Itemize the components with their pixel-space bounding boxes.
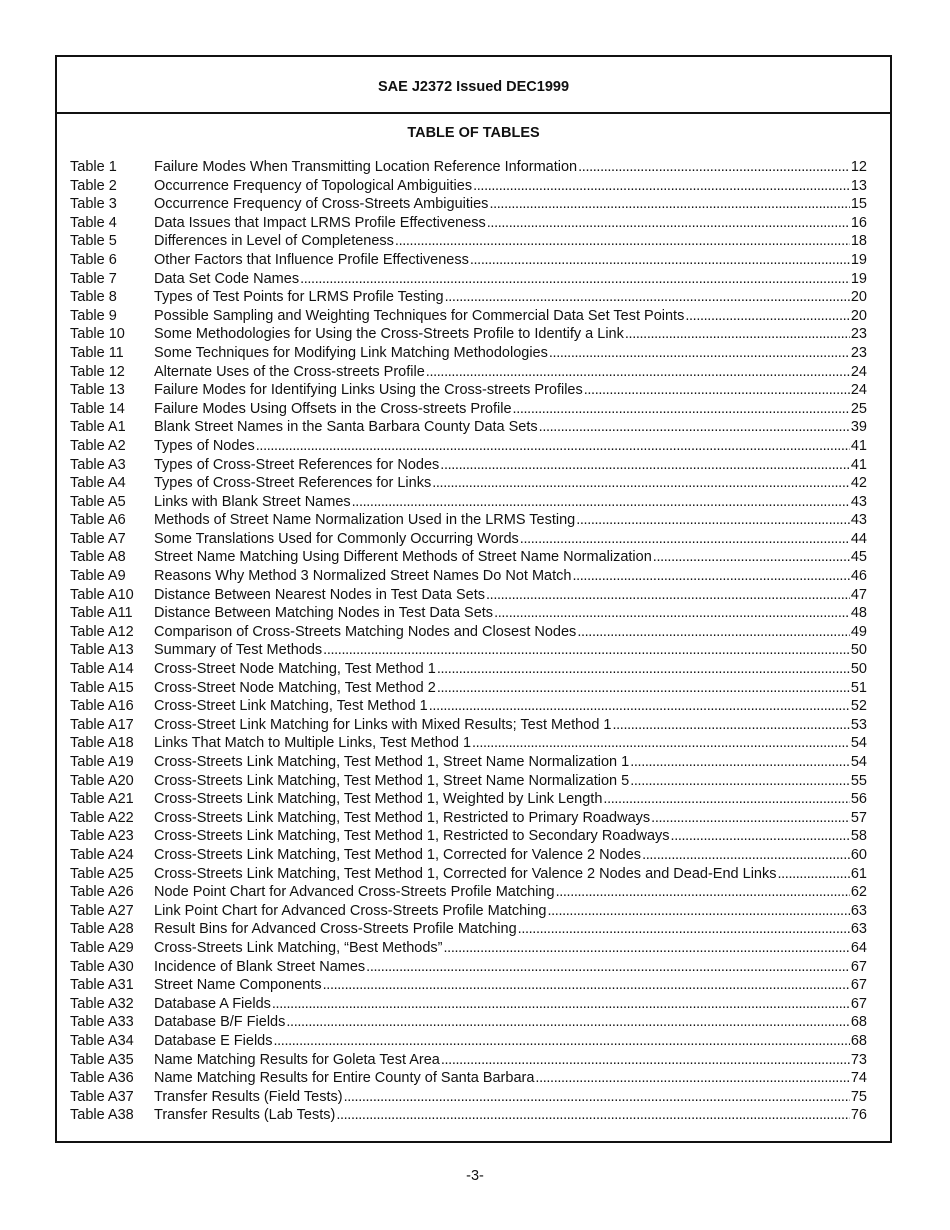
toc-entry	[70, 251, 867, 270]
toc-entry-number: Table 4	[70, 214, 117, 231]
toc-entry-page: 23	[850, 326, 867, 343]
toc-dot-leader	[642, 846, 850, 865]
toc-entry	[70, 232, 867, 251]
toc-entry-page: 13	[850, 177, 867, 194]
toc-entry	[70, 716, 867, 735]
toc-dot-leader	[520, 530, 850, 549]
toc-entry-page: 43	[850, 493, 867, 510]
toc-entry	[70, 734, 867, 753]
toc-entry-caption: Street Name Components	[154, 977, 322, 994]
toc-entry	[70, 939, 867, 958]
toc-entry-number: Table A27	[70, 902, 134, 919]
toc-dot-leader	[445, 288, 850, 307]
toc-dot-leader	[547, 902, 849, 921]
toc-entry-page: 12	[850, 159, 867, 175]
toc-entry	[70, 530, 867, 549]
toc-entry-caption: Node Point Chart for Advanced Cross-Streets Profile Matching	[154, 884, 555, 901]
toc-entry-caption: Cross-Street Link Matching for Links with Mixed Results; Test Method 1	[154, 716, 612, 733]
toc-entry	[70, 809, 867, 828]
toc-entry-number: Table A22	[70, 809, 134, 826]
toc-entry-page: 76	[850, 1107, 867, 1124]
toc-entry-number: Table A11	[70, 605, 133, 622]
toc-entry-page: 67	[850, 977, 867, 994]
toc-dot-leader	[437, 660, 850, 679]
toc-entry-number: Table A16	[70, 698, 134, 715]
toc-entry-caption: Types of Cross-Street References for Nodes	[154, 456, 440, 473]
toc-dot-leader	[273, 1032, 849, 1051]
toc-entry-page: 54	[850, 735, 867, 752]
toc-entry-page: 47	[850, 586, 867, 603]
toc-dot-leader	[366, 958, 850, 977]
toc-dot-leader	[671, 827, 850, 846]
toc-dot-leader	[486, 586, 850, 605]
toc-entry	[70, 902, 867, 921]
toc-dot-leader	[513, 400, 850, 419]
toc-entry	[70, 827, 867, 846]
toc-entry	[70, 1088, 867, 1107]
toc-entry-caption: Cross-Street Link Matching, Test Method 1	[154, 698, 428, 715]
toc-entry-number: Table A24	[70, 846, 134, 863]
toc-entry-page: 63	[850, 902, 867, 919]
toc-entry-number: Table A37	[70, 1088, 134, 1105]
toc-entry-page: 41	[850, 456, 867, 473]
toc-entry-caption: Types of Test Points for LRMS Profile Testing	[154, 289, 444, 306]
toc-entry-number: Table 3	[70, 196, 117, 213]
toc-entry-page: 60	[850, 846, 867, 863]
toc-entry-number: Table A5	[70, 493, 126, 510]
toc-entry	[70, 474, 867, 493]
toc-entry	[70, 214, 867, 233]
toc-entry-number: Table A30	[70, 958, 134, 975]
toc-entry	[70, 437, 867, 456]
toc-entry-page: 18	[850, 233, 867, 250]
toc-entry	[70, 790, 867, 809]
toc-entry-number: Table A3	[70, 456, 126, 473]
toc-entry-number: Table 12	[70, 363, 125, 380]
toc-entry	[70, 586, 867, 605]
toc-entry-caption: Occurrence Frequency of Topological Ambiguities	[154, 177, 473, 194]
toc-entry	[70, 697, 867, 716]
toc-entry-number: Table 13	[70, 382, 125, 399]
toc-entry-number: Table A23	[70, 828, 134, 845]
toc-entry	[70, 976, 867, 995]
toc-entry-number: Table A7	[70, 530, 126, 547]
toc-entry-page: 19	[850, 270, 867, 287]
toc-entry	[70, 846, 867, 865]
toc-entry-number: Table A9	[70, 568, 126, 585]
toc-entry-page: 49	[850, 623, 867, 640]
toc-entry-number: Table A26	[70, 884, 134, 901]
toc-entry-page: 51	[850, 679, 867, 696]
toc-entry-caption: Data Issues that Impact LRMS Profile Effectiveness	[154, 214, 486, 231]
toc-dot-leader	[426, 363, 850, 382]
toc-entry-caption: Distance Between Matching Nodes in Test Data Sets	[154, 605, 494, 622]
toc-entry-page: 54	[850, 754, 867, 770]
toc-entry-number: Table 5	[70, 233, 117, 250]
toc-entry-number: Table 6	[70, 251, 117, 268]
toc-entry-caption: Failure Modes When Transmitting Location Reference Information	[154, 159, 578, 175]
toc-entry-number: Table A29	[70, 939, 134, 956]
toc-entry-number: Table A12	[70, 623, 134, 640]
toc-entry-caption: Link Point Chart for Advanced Cross-Streets Profile Matching	[154, 902, 547, 919]
toc-entry	[70, 679, 867, 698]
toc-entry-caption: Summary of Test Methods	[154, 642, 323, 659]
toc-dot-leader	[549, 344, 850, 363]
toc-entry-caption: Transfer Results (Field Tests)	[154, 1088, 343, 1105]
toc-entry-caption: Street Name Matching Using Different Methods of Street Name Normalization	[154, 549, 652, 566]
toc-entry-page: 52	[850, 698, 867, 715]
toc-entry-caption: Possible Sampling and Weighting Techniques for Commercial Data Set Test Points	[154, 307, 685, 324]
toc-entry	[70, 865, 867, 884]
toc-entry-caption: Other Factors that Influence Profile Effectiveness	[154, 251, 469, 268]
toc-entry-number: Table 2	[70, 177, 117, 194]
toc-entry	[70, 1032, 867, 1051]
toc-dot-leader	[323, 976, 850, 995]
toc-dot-leader	[395, 232, 850, 251]
toc-entry	[70, 772, 867, 791]
toc-entry-page: 50	[850, 642, 867, 659]
toc-dot-leader	[584, 381, 850, 400]
toc-dot-leader	[535, 1069, 849, 1088]
toc-entry	[70, 660, 867, 679]
toc-entry-number: Table A4	[70, 475, 126, 492]
toc-entry-caption: Differences in Level of Completeness	[154, 233, 394, 250]
toc-entry-page: 20	[850, 307, 867, 324]
toc-dot-leader	[487, 214, 850, 233]
page-frame	[55, 55, 892, 1143]
toc-entry-number: Table A10	[70, 586, 134, 603]
toc-entry-caption: Cross-Streets Link Matching, Test Method 1, Restricted to Primary Roadways	[154, 809, 651, 826]
toc-dot-leader	[685, 307, 850, 326]
toc-entry-page: 75	[850, 1088, 867, 1105]
toc-entry	[70, 641, 867, 660]
toc-entry-page: 68	[850, 1032, 867, 1049]
toc-entry-caption: Distance Between Nearest Nodes in Test Data Sets	[154, 586, 485, 603]
toc-entry	[70, 307, 867, 326]
toc-dot-leader	[441, 1051, 850, 1070]
toc-entry-page: 73	[850, 1051, 867, 1068]
toc-entry-page: 58	[850, 828, 867, 845]
toc-dot-leader	[429, 697, 850, 716]
toc-entry-page: 57	[850, 809, 867, 826]
toc-entry-caption: Cross-Streets Link Matching, Test Method 1, Restricted to Secondary Roadways	[154, 828, 670, 845]
toc-entry	[70, 1051, 867, 1070]
toc-entry-caption: Types of Nodes	[154, 437, 255, 454]
toc-entry-page: 24	[850, 382, 867, 399]
toc-entry-number: Table A28	[70, 921, 134, 938]
toc-entry	[70, 270, 867, 289]
toc-entry-number: Table A34	[70, 1032, 134, 1049]
toc-entry-number: Table A36	[70, 1070, 134, 1087]
toc-entry-page: 56	[850, 791, 867, 808]
toc-entry	[70, 288, 867, 307]
toc-entry-caption: Database A Fields	[154, 995, 271, 1012]
toc-entry-page: 44	[850, 530, 867, 547]
toc-dot-leader	[630, 772, 850, 791]
toc-entry-caption: Some Methodologies for Using the Cross-Streets Profile to Identify a Link	[154, 326, 624, 343]
toc-entry-caption: Result Bins for Advanced Cross-Streets Profile Matching	[154, 921, 517, 938]
toc-entry-page: 41	[850, 437, 867, 454]
toc-entry-caption: Some Techniques for Modifying Link Matching Methodologies	[154, 344, 548, 361]
toc-entry-caption: Cross-Streets Link Matching, Test Method 1, Corrected for Valence 2 Nodes	[154, 846, 642, 863]
toc-entry	[70, 1013, 867, 1032]
toc-entry-page: 74	[850, 1070, 867, 1087]
toc-entry-number: Table A17	[70, 716, 134, 733]
toc-dot-leader	[625, 325, 850, 344]
toc-entry	[70, 418, 867, 437]
toc-entry	[70, 493, 867, 512]
document-header: SAE J2372 Issued DEC1999	[57, 57, 890, 114]
toc-entry-page: 63	[850, 921, 867, 938]
toc-entry-caption: Failure Modes for Identifying Links Using the Cross-streets Profiles	[154, 382, 583, 399]
toc-dot-leader	[576, 511, 850, 530]
toc-entry-page: 55	[850, 772, 867, 789]
table-of-tables-title: TABLE OF TABLES	[407, 125, 540, 141]
toc-entry-number: Table A19	[70, 754, 134, 770]
toc-dot-leader	[612, 716, 849, 735]
toc-dot-leader	[472, 734, 850, 753]
toc-entry-page: 42	[850, 475, 867, 492]
toc-entry-number: Table A31	[70, 977, 134, 994]
toc-entry-number: Table 10	[70, 326, 125, 343]
toc-entry-page: 23	[850, 344, 867, 361]
toc-entry-number: Table A15	[70, 679, 134, 696]
toc-entry-page: 39	[850, 419, 867, 436]
toc-entry-page: 48	[850, 605, 867, 622]
toc-entry	[70, 567, 867, 586]
toc-entry-caption: Methods of Street Name Normalization Used in the LRMS Testing	[154, 512, 576, 529]
toc-entry-page: 15	[850, 196, 867, 213]
toc-entry-page: 45	[850, 549, 867, 566]
toc-entry	[70, 363, 867, 382]
toc-entry-page: 67	[850, 995, 867, 1012]
toc-dot-leader	[256, 437, 850, 456]
toc-entry	[70, 1069, 867, 1088]
toc-entry	[70, 177, 867, 196]
toc-entry-page: 43	[850, 512, 867, 529]
toc-entry-page: 67	[850, 958, 867, 975]
toc-dot-leader	[539, 418, 850, 437]
toc-entry-number: Table A8	[70, 549, 126, 566]
toc-entry-number: Table 7	[70, 270, 117, 287]
toc-dot-leader	[473, 177, 850, 196]
toc-entry-number: Table 11	[70, 344, 124, 361]
toc-entry-number: Table A25	[70, 865, 134, 882]
toc-entry-page: 68	[850, 1014, 867, 1031]
toc-entry-number: Table A33	[70, 1014, 134, 1031]
toc-dot-leader	[630, 753, 850, 772]
toc-dot-leader	[336, 1106, 850, 1125]
toc-entry-number: Table A32	[70, 995, 134, 1012]
toc-entry-number: Table 14	[70, 400, 125, 417]
toc-entry-caption: Cross-Streets Link Matching, Test Method 1, Street Name Normalization 1	[154, 754, 630, 770]
toc-entry-caption: Cross-Streets Link Matching, Test Method 1, Street Name Normalization 5	[154, 772, 630, 789]
toc-dot-leader	[651, 809, 850, 828]
toc-entry-caption: Reasons Why Method 3 Normalized Street Names Do Not Match	[154, 568, 572, 585]
toc-dot-leader	[344, 1088, 850, 1107]
toc-entry	[70, 1106, 867, 1125]
toc-entry-number: Table 8	[70, 289, 117, 306]
toc-entry	[70, 995, 867, 1014]
toc-dot-leader	[437, 679, 850, 698]
toc-entry-caption: Failure Modes Using Offsets in the Cross-streets Profile	[154, 400, 512, 417]
toc-dot-leader	[494, 604, 850, 623]
toc-entry-caption: Name Matching Results for Entire County of Santa Barbara	[154, 1070, 535, 1087]
toc-entry-caption: Cross-Streets Link Matching, Test Method 1, Weighted by Link Length	[154, 791, 603, 808]
toc-entry-caption: Transfer Results (Lab Tests)	[154, 1107, 336, 1124]
toc-entry	[70, 604, 867, 623]
toc-dot-leader	[577, 623, 850, 642]
toc-entry-number: Table 1	[70, 159, 117, 175]
toc-entry-page: 16	[850, 214, 867, 231]
toc-dot-leader	[444, 939, 850, 958]
toc-entry-number: Table A14	[70, 661, 134, 678]
toc-entry	[70, 195, 867, 214]
toc-entry-number: Table 9	[70, 307, 117, 324]
toc-dot-leader	[578, 158, 850, 177]
toc-entry-caption: Comparison of Cross-Streets Matching Nodes and Closest Nodes	[154, 623, 577, 640]
toc-dot-leader	[470, 251, 850, 270]
toc-entry-number: Table A1	[70, 419, 126, 436]
toc-entry-page: 53	[850, 716, 867, 733]
toc-entry-caption: Name Matching Results for Goleta Test Area	[154, 1051, 440, 1068]
toc-dot-leader	[272, 995, 850, 1014]
toc-entry	[70, 883, 867, 902]
toc-entry-caption: Occurrence Frequency of Cross-Streets Ambiguities	[154, 196, 489, 213]
toc-dot-leader	[603, 790, 849, 809]
toc-entry-caption: Some Translations Used for Commonly Occurring Words	[154, 530, 519, 547]
toc-entry-number: Table A35	[70, 1051, 134, 1068]
toc-entry-page: 64	[850, 939, 867, 956]
toc-entry-number: Table A13	[70, 642, 134, 659]
toc-entry-page: 24	[850, 363, 867, 380]
toc-entry-page: 62	[850, 884, 867, 901]
toc-entry	[70, 548, 867, 567]
toc-entry	[70, 511, 867, 530]
toc-entry	[70, 325, 867, 344]
toc-entry	[70, 400, 867, 419]
toc-entry	[70, 958, 867, 977]
toc-entry-caption: Alternate Uses of the Cross-streets Profile	[154, 363, 425, 380]
toc-dot-leader	[777, 865, 849, 884]
toc-entry-caption: Cross-Streets Link Matching, Test Method 1, Corrected for Valence 2 Nodes and Dead-End Links	[154, 865, 777, 882]
toc-entry-number: Table A18	[70, 735, 134, 752]
toc-entry	[70, 456, 867, 475]
toc-dot-leader	[286, 1013, 849, 1032]
toc-entry-caption: Cross-Street Node Matching, Test Method 2	[154, 679, 436, 696]
toc-entry-caption: Incidence of Blank Street Names	[154, 958, 366, 975]
toc-dot-leader	[300, 270, 850, 289]
toc-entry-number: Table A21	[70, 791, 134, 808]
toc-entry-page: 20	[850, 289, 867, 306]
toc-entry	[70, 381, 867, 400]
toc-entry-page: 19	[850, 251, 867, 268]
toc-entry-caption: Links with Blank Street Names	[154, 493, 351, 510]
toc-entry	[70, 344, 867, 363]
toc-entry-number: Table A6	[70, 512, 126, 529]
toc-entry-caption: Types of Cross-Street References for Links	[154, 475, 432, 492]
toc-entry-page: 50	[850, 661, 867, 678]
toc-entry-page: 61	[850, 865, 867, 882]
toc-entry-caption: Cross-Streets Link Matching, “Best Methods”	[154, 939, 443, 956]
toc-dot-leader	[572, 567, 849, 586]
toc-entry	[70, 623, 867, 642]
table-of-tables-list	[70, 158, 867, 1125]
toc-entry	[70, 753, 867, 772]
toc-entry	[70, 920, 867, 939]
toc-dot-leader	[440, 456, 850, 475]
toc-entry-number: Table A2	[70, 437, 126, 454]
toc-entry	[70, 158, 867, 177]
toc-dot-leader	[352, 493, 850, 512]
toc-dot-leader	[432, 474, 850, 493]
toc-dot-leader	[323, 641, 850, 660]
toc-dot-leader	[653, 548, 850, 567]
toc-dot-leader	[489, 195, 849, 214]
toc-entry-number: Table A38	[70, 1107, 134, 1124]
toc-entry-number: Table A20	[70, 772, 134, 789]
toc-entry-caption: Database E Fields	[154, 1032, 273, 1049]
toc-entry-caption: Links That Match to Multiple Links, Test Method 1	[154, 735, 472, 752]
toc-entry-page: 25	[850, 400, 867, 417]
page-number: -3-	[466, 1168, 484, 1184]
toc-dot-leader	[518, 920, 850, 939]
toc-entry-caption: Database B/F Fields	[154, 1014, 286, 1031]
toc-entry-caption: Blank Street Names in the Santa Barbara County Data Sets	[154, 419, 538, 436]
toc-entry-page: 46	[850, 568, 867, 585]
toc-dot-leader	[556, 883, 850, 902]
toc-entry-caption: Data Set Code Names	[154, 270, 300, 287]
toc-entry-caption: Cross-Street Node Matching, Test Method 1	[154, 661, 436, 678]
